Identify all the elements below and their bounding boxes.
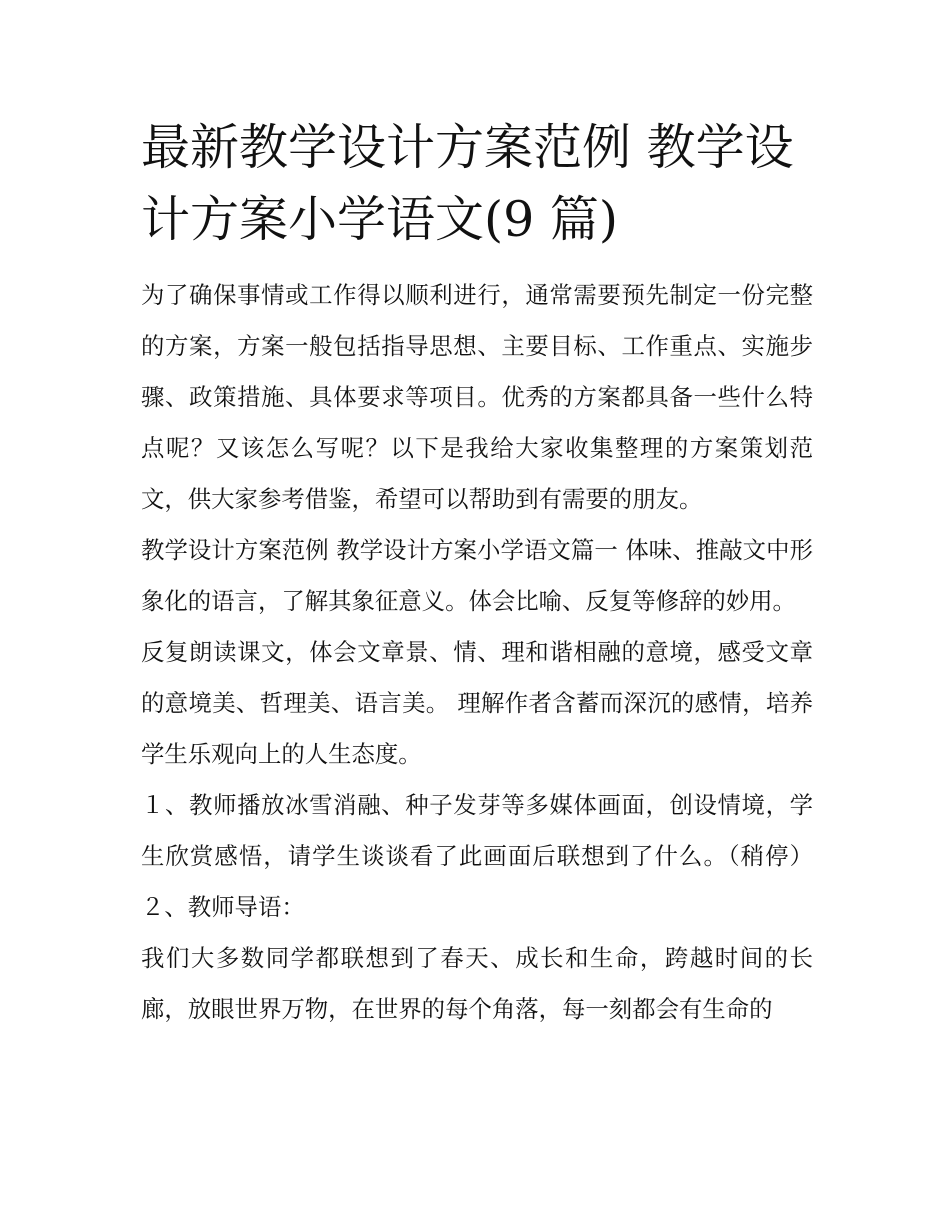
document-page [141, 112, 813, 1035]
paragraph-teaching-steps: １、教师播放冰雪消融、种子发芽等多媒体画面，创设情境，学生欣赏感悟，请学生谈谈看了此画面后联想到了什么。（稍停） ２、教师导语： [141, 791, 813, 921]
document-body [141, 270, 813, 1035]
document-title: 最新教学设计方案范例 教学设计方案小学语文(9 篇) [141, 119, 794, 248]
paragraph-emotion-goals: 反复朗读课文，体会文章景、情、理和谐相融的意境，感受文章的意境美、哲理美、语言美。 理解作者含蓄而深沉的感情，培养学生乐观向上的人生态度。 [141, 638, 813, 768]
paragraph-objectives: 教学设计方案范例 教学设计方案小学语文篇一 体味、推敲文中形象化的语言，了解其象征意义。体会比喻、反复等修辞的妙用。 [141, 536, 813, 615]
paragraph-lead-in: 我们大多数同学都联想到了春天、成长和生命，跨越时间的长廊，放眼世界万物，在世界的每个角落，每一刻都会有生命的 [141, 944, 813, 1023]
paragraph-intro: 为了确保事情或工作得以顺利进行，通常需要预先制定一份完整的方案，方案一般包括指导思想、主要目标、工作重点、实施步骤、政策措施、具体要求等项目。优秀的方案都具备一些什么特点呢？又该怎么写呢？以下是我给大家收集整理的方案策划范文，供大家参考借鉴，希望可以帮助到有需要的朋友。 [141, 281, 813, 513]
